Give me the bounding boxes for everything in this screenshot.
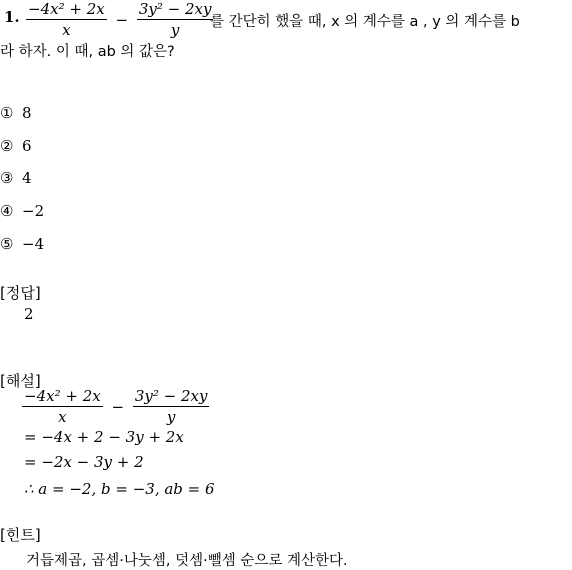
choice-1[interactable] [0, 104, 32, 122]
answer-value: 2 [24, 305, 34, 323]
solution-step-3: ∴ a = −2, b = −3, ab = 6 [24, 480, 215, 498]
choice-3[interactable] [0, 169, 32, 187]
choice-marker: ② [0, 137, 14, 155]
solution-label: [해설] [0, 372, 41, 390]
solution-fraction-2: $\frac{\text{3y² − 2xy}}{y}$ [134, 387, 208, 426]
question-text-line-2: 라 하자. 이 때, ab 의 값은? [0, 44, 175, 60]
question-fraction-1: $\frac{\text{−4x² + 2x}}{x}$ [28, 0, 105, 39]
choice-2[interactable] [0, 137, 32, 155]
choice-marker: ⑤ [0, 235, 14, 253]
solution-fraction-1: $\frac{\text{−4x² + 2x}}{x}$ [24, 387, 101, 426]
choice-marker: ④ [0, 202, 14, 220]
answer-label: [정답] [0, 284, 41, 302]
choice-value: −4 [22, 235, 45, 253]
question-text-line-1: 를 간단히 했을 때, x 의 계수를 a , y 의 계수를 b [210, 14, 520, 30]
hint-text: 거듭제곱, 곱셈·나눗셈, 덧셈·뺄셈 순으로 계산한다. [26, 553, 348, 569]
choice-marker: ① [0, 104, 14, 122]
question-number: 1. [4, 8, 20, 26]
choice-value: 8 [22, 104, 32, 122]
choice-value: 4 [22, 169, 32, 187]
choice-value: 6 [22, 137, 32, 155]
solution-step-2: = −2x − 3y + 2 [24, 453, 144, 471]
solution-expression: $\frac{\text{−4x² + 2x}}{x}$ − $\frac{\text{3y² − 2xy}}{y}$ [24, 387, 208, 426]
choice-5[interactable] [0, 235, 44, 253]
question-fraction-2: $\frac{\text{3y² − 2xy}}{y}$ [138, 0, 212, 39]
choice-4[interactable] [0, 202, 44, 220]
choice-value: −2 [22, 202, 45, 220]
hint-label: [힌트] [0, 526, 41, 544]
choice-marker: ③ [0, 169, 14, 187]
question-expression: $\frac{\text{−4x² + 2x}}{x}$ − $\frac{\text{3y² − 2xy}}{y}$ [28, 0, 212, 39]
solution-step-1: = −4x + 2 − 3y + 2x [24, 428, 184, 446]
